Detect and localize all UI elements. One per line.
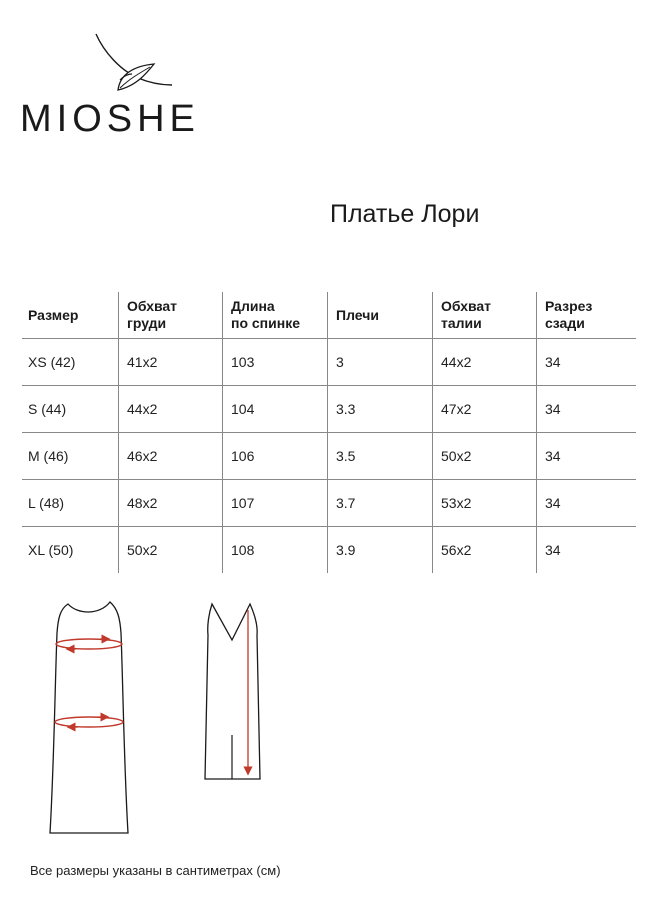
cell-waist: 56x2 xyxy=(433,527,537,574)
cell-chest: 46x2 xyxy=(119,433,223,480)
page-title: Платье Лори xyxy=(330,200,480,228)
header-text: сзади xyxy=(545,315,585,331)
table-row xyxy=(22,386,636,433)
cell-length: 108 xyxy=(223,527,328,574)
cell-shoulders: 3 xyxy=(328,339,433,386)
size-table-header xyxy=(22,292,636,339)
header-text: груди xyxy=(127,315,167,331)
cell-slit: 34 xyxy=(537,480,637,527)
header-text: Обхват xyxy=(127,298,178,314)
cell-waist: 44x2 xyxy=(433,339,537,386)
header-shoulders xyxy=(328,292,433,339)
cell-size: M (46) xyxy=(22,433,119,480)
header-text: Размер xyxy=(28,306,79,323)
cell-shoulders: 3.5 xyxy=(328,433,433,480)
cell-slit: 34 xyxy=(537,339,637,386)
cell-shoulders: 3.9 xyxy=(328,527,433,574)
header-chest xyxy=(119,292,223,339)
leaf-logo-icon xyxy=(20,30,240,100)
header-text: Длина xyxy=(231,298,275,314)
header-back-length xyxy=(223,292,328,339)
cell-slit: 34 xyxy=(537,527,637,574)
header-text: по спинке xyxy=(231,315,300,331)
cell-size: L (48) xyxy=(22,480,119,527)
header-back-slit xyxy=(537,292,637,339)
size-table xyxy=(22,292,636,573)
table-row xyxy=(22,480,636,527)
table-row xyxy=(22,339,636,386)
header-size xyxy=(22,292,119,339)
brand-logo xyxy=(20,30,240,140)
cell-chest: 41x2 xyxy=(119,339,223,386)
cell-size: S (44) xyxy=(22,386,119,433)
table-row xyxy=(22,433,636,480)
cell-shoulders: 3.3 xyxy=(328,386,433,433)
brand-name: MIOSHE xyxy=(20,98,200,140)
header-waist xyxy=(433,292,537,339)
header-text: талии xyxy=(441,315,482,331)
header-text: Обхват xyxy=(441,298,492,314)
cell-chest: 44x2 xyxy=(119,386,223,433)
dress-diagrams xyxy=(0,595,645,845)
cell-shoulders: 3.7 xyxy=(328,480,433,527)
header-text: Разрез xyxy=(545,298,593,314)
cell-slit: 34 xyxy=(537,433,637,480)
cell-length: 107 xyxy=(223,480,328,527)
cell-chest: 48x2 xyxy=(119,480,223,527)
cell-waist: 47x2 xyxy=(433,386,537,433)
cell-length: 106 xyxy=(223,433,328,480)
footnote: Все размеры указаны в сантиметрах (см) xyxy=(30,863,281,878)
header-text: Плечи xyxy=(336,306,379,323)
cell-chest: 50x2 xyxy=(119,527,223,574)
dress-front-icon xyxy=(50,602,128,833)
cell-size: XS (42) xyxy=(22,339,119,386)
dress-back-icon xyxy=(205,604,260,779)
table-row xyxy=(22,527,636,574)
cell-length: 103 xyxy=(223,339,328,386)
cell-length: 104 xyxy=(223,386,328,433)
cell-waist: 53x2 xyxy=(433,480,537,527)
cell-size: XL (50) xyxy=(28,542,74,558)
cell-slit: 34 xyxy=(537,386,637,433)
cell-waist: 50x2 xyxy=(433,433,537,480)
